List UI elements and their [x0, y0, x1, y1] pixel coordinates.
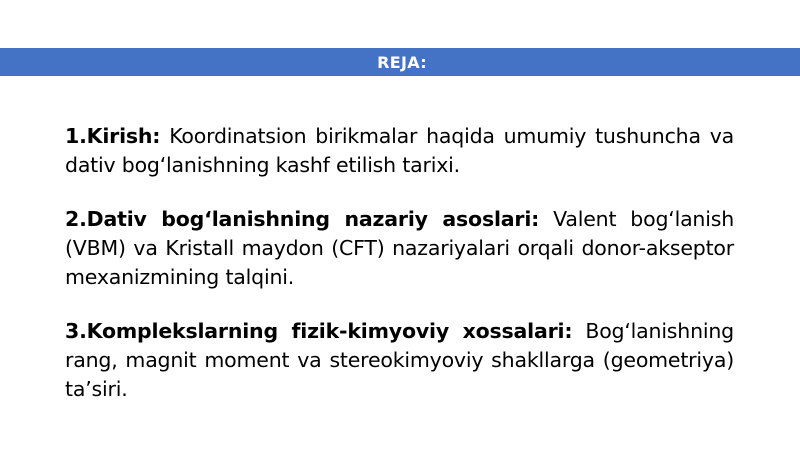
plan-item-heading: 2.Dativ bog‘lanishning nazariy asoslari: — [65, 207, 540, 231]
plan-item-heading: 3.Komplekslarning fizik-kimyoviy xossalari: — [65, 319, 573, 343]
plan-item-text: Koordinatsion birikmalar haqida umumiy tushuncha va dativ bog‘lanishning kashf etilish tarixi. — [65, 124, 734, 177]
title-banner — [0, 48, 800, 76]
page-title: REJA: — [377, 52, 427, 72]
plan-item-1 — [65, 122, 734, 180]
plan-item-heading: 1.Kirish: — [65, 124, 161, 148]
plan-item-text: Bog‘lanishning rang, magnit moment va stereokimyoviy shakllarga (geometriya) ta’siri. — [65, 319, 734, 401]
plan-item-3 — [65, 317, 734, 404]
plan-item-2 — [65, 205, 734, 292]
plan-item-text: Valent bog‘lanish (VBM) va Kristall maydon (CFT) nazariyalari orqali donor-akseptor mexanizmining talqini. — [65, 207, 734, 289]
plan-list — [65, 122, 734, 429]
